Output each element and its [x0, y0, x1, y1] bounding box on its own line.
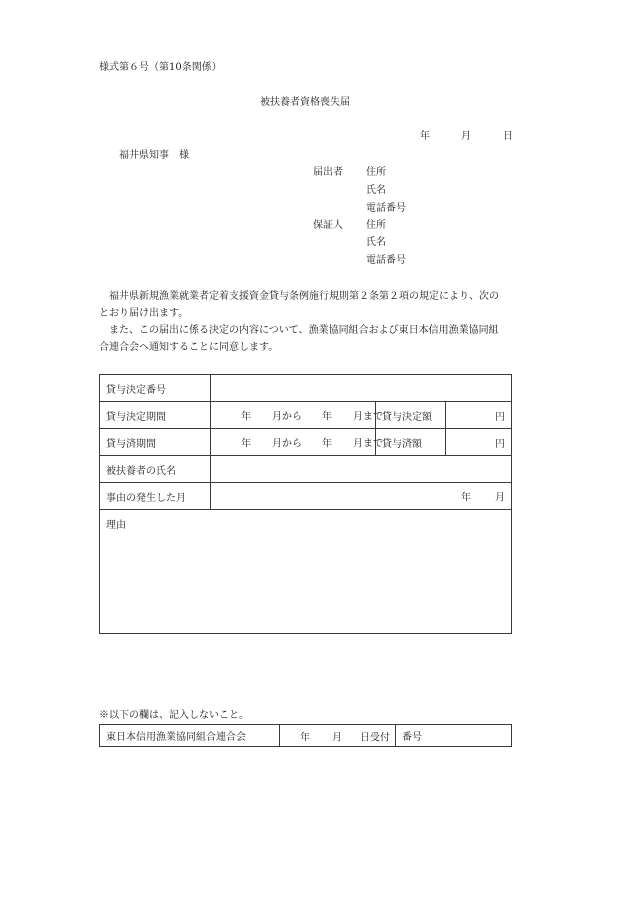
loan-period-month-to: 月まで [353, 411, 383, 423]
loan-period-row [100, 402, 512, 429]
paragraph2-line1: また、この届出に係る決定の内容について、漁業協同組合および東日本信用漁業協同組 [99, 325, 499, 336]
loan-info-table [99, 374, 512, 634]
paid-period-row [100, 429, 512, 456]
occurrence-year-label: 年 [461, 492, 472, 504]
guarantor-phone-label: 電話番号 [366, 255, 406, 266]
statement-paragraph [99, 288, 513, 356]
guarantor-name-label: 氏名 [366, 237, 386, 248]
guarantor-address-label: 住所 [366, 220, 386, 231]
dependent-name-row [100, 456, 512, 483]
occurrence-month-label: 事由の発生した月 [100, 483, 211, 510]
form-title: 被扶養者資格喪失届 [260, 97, 350, 108]
addressee: 福井県知事 様 [119, 150, 189, 161]
dependent-name-value[interactable] [211, 456, 512, 483]
loan-period-value[interactable] [211, 402, 383, 429]
loan-period-year-to: 年 [322, 411, 332, 423]
date-month-label: 月 [461, 131, 471, 142]
date-day-label: 日 [503, 131, 513, 142]
date-year-label: 年 [420, 131, 430, 142]
applicant-name-label: 氏名 [366, 185, 386, 196]
paid-period-month-to: 月まで [353, 438, 383, 450]
occurrence-month-value[interactable] [211, 483, 512, 510]
office-month-label: 月 [332, 732, 342, 743]
reason-label: 理由 [106, 520, 126, 531]
paragraph1-line2: とおり届け出ます。 [99, 308, 189, 319]
paragraph2-line2: 合連合会へ通知することに同意します。 [99, 342, 279, 353]
loan-number-label: 貸与決定番号 [100, 375, 211, 402]
paid-period-year-to: 年 [322, 438, 332, 450]
office-use-note: ※以下の欄は、記入しないこと。 [99, 710, 249, 721]
loan-amount-value[interactable]: 円 [446, 402, 512, 429]
form-number: 様式第６号（第10条関係） [99, 62, 222, 73]
applicant-address-label: 住所 [366, 167, 386, 178]
paid-amount-label: 貸与済額 [376, 429, 446, 456]
applicant-phone-label: 電話番号 [366, 203, 406, 214]
occurrence-month-row [100, 483, 512, 510]
office-use-table [99, 724, 512, 747]
loan-number-value[interactable] [211, 375, 512, 402]
office-org-label: 東日本信用漁業協同組合連合会 [100, 725, 280, 747]
paragraph1-line1: 福井県新規漁業就業者定着支援資金貸与条例施行規則第２条第２項の規定により、次の [99, 291, 499, 302]
reason-field[interactable] [100, 510, 512, 634]
loan-amount-label: 貸与決定額 [376, 402, 446, 429]
reason-row [100, 510, 512, 634]
office-number-label: 番号 [396, 725, 512, 747]
guarantor-label: 保証人 [313, 220, 343, 231]
paid-period-year-from: 年 [241, 438, 251, 450]
dependent-name-label: 被扶養者の氏名 [100, 456, 211, 483]
paid-period-month-from: 月から [272, 438, 302, 450]
office-year-label: 年 [300, 732, 310, 743]
applicant-label: 届出者 [313, 167, 343, 178]
paid-amount-value[interactable]: 円 [446, 429, 512, 456]
office-received-date [280, 725, 396, 747]
loan-number-row [100, 375, 512, 402]
office-received-label: 日受付 [360, 732, 390, 743]
loan-period-year-from: 年 [241, 411, 251, 423]
loan-period-label: 貸与決定期間 [100, 402, 211, 429]
paid-period-label: 貸与済期間 [100, 429, 211, 456]
paid-period-value[interactable] [211, 429, 383, 456]
loan-period-month-from: 月から [272, 411, 302, 423]
occurrence-month-unit: 月 [495, 492, 506, 504]
